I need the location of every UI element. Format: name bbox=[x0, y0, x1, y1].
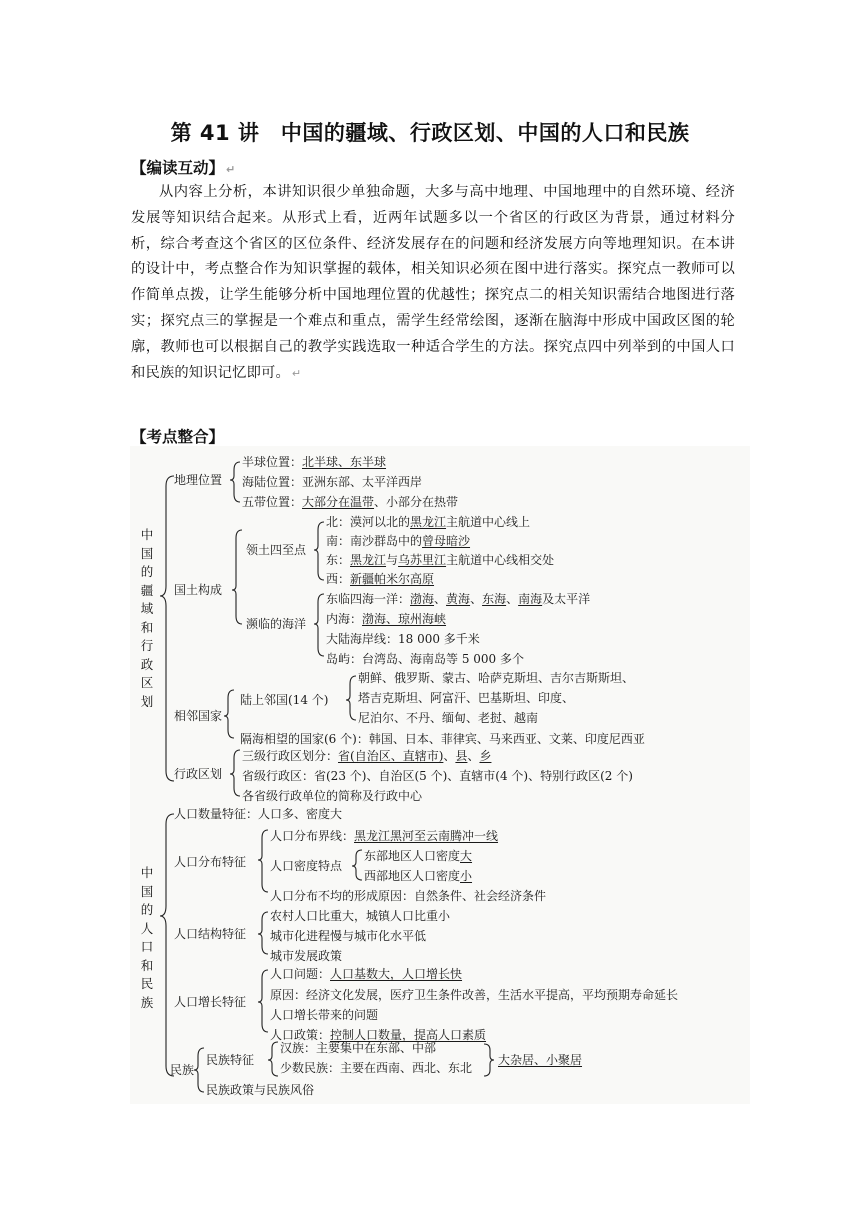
density-west-value: 小 bbox=[460, 869, 473, 883]
density-label: 人口密度特点 bbox=[270, 859, 343, 873]
zone-value: 大部分在温带 bbox=[302, 495, 375, 509]
ethnic-minority-row: 少数民族：主要在西南、西北、东北 bbox=[280, 1061, 473, 1075]
extreme-west-prefix: 西： bbox=[326, 572, 351, 586]
ocean-huanghai: 黄海 bbox=[446, 592, 471, 606]
land-neighbors-line2: 塔吉克斯坦、阿富汗、巴基斯坦、印度、 bbox=[358, 691, 575, 705]
admin-three-row bbox=[242, 748, 491, 764]
ethnic-policy-row: 民族政策与民族风俗 bbox=[206, 1083, 315, 1097]
density-east bbox=[364, 848, 472, 864]
structure-line3: 城市发展政策 bbox=[270, 949, 343, 963]
growth-problem-row bbox=[270, 966, 462, 982]
admin-three-town: 乡 bbox=[479, 749, 492, 763]
distribution-line-value: 黑龙江黑河至云南腾冲一线 bbox=[354, 829, 499, 843]
page-title: 第 41 讲 中国的疆域、行政区划、中国的人口和民族 bbox=[170, 121, 690, 145]
admin-three-province: 省(自治区、直辖市) bbox=[338, 749, 444, 763]
admin-three-sep: 、 bbox=[443, 749, 456, 763]
islands-row: 岛屿：台湾岛、海南岛等 5 000 多个 bbox=[326, 652, 524, 666]
extreme-east-mid: 与 bbox=[386, 553, 399, 567]
ocean-east-row bbox=[326, 591, 590, 607]
ethnic-mix: 大杂居、小聚居 bbox=[498, 1053, 583, 1067]
extreme-east-v1: 黑龙江 bbox=[350, 553, 387, 567]
land-neighbors-label: 陆上邻国(14 个) bbox=[240, 693, 329, 707]
intro-heading bbox=[131, 156, 235, 178]
structure-label: 人口结构特征 bbox=[174, 927, 247, 941]
growth-policy-value: 控制人口数量，提高人口素质 bbox=[330, 1028, 487, 1042]
growth-policy-prefix: 人口政策： bbox=[270, 1028, 331, 1042]
ocean-donghai: 东海 bbox=[482, 592, 507, 606]
hemisphere-row bbox=[242, 454, 386, 470]
part2-root: 中国的人口和民族 bbox=[140, 865, 154, 1010]
kaodian-heading: 【考点整合】 bbox=[131, 428, 225, 446]
location-label: 地理位置 bbox=[174, 473, 223, 487]
extreme-west bbox=[326, 571, 434, 587]
structure-line2: 城市化进程慢与城市化水平低 bbox=[270, 929, 427, 943]
structure-line1: 农村人口比重大，城镇人口比重小 bbox=[270, 909, 451, 923]
ocean-sep: 、 bbox=[470, 592, 483, 606]
extreme-east-prefix: 东： bbox=[326, 553, 351, 567]
part1-root: 中国的疆域和行政区划 bbox=[140, 527, 154, 709]
admin-abbrev-row: 各省级行政单位的简称及行政中心 bbox=[242, 789, 423, 803]
extreme-west-value: 新疆帕米尔高原 bbox=[350, 572, 435, 586]
growth-cause-row: 原因：经济文化发展，医疗卫生条件改善，生活水平提高，平均预期寿命延长 bbox=[270, 988, 679, 1002]
extreme-south-prefix: 南：南沙群岛中的 bbox=[326, 534, 423, 548]
admin-three-county: 县 bbox=[455, 749, 468, 763]
return-mark: ↵ bbox=[226, 163, 236, 176]
distribution-line-prefix: 人口分布界线： bbox=[270, 829, 355, 843]
extreme-north-prefix: 北：漠河以北的 bbox=[326, 515, 411, 529]
intro-heading-text: 【编读互动】 bbox=[131, 159, 225, 177]
intro-paragraph-text: 从内容上分析，本讲知识很少单独命题，大多与高中地理、中国地理中的自然环境、经济发展等知识结合起来。从形式上看，近两年试题多以一个省区的行政区为背景，通过材料分析，综合考查这个省区的区位条件、经济发展存在的问题和经济发展方向等地理知识。在本讲的设计中，考点整合作为知识掌握的载体，相关知识必须在图中进行落实。探究点一教师可以作简单点拨，让学生能够分析中国地理位置的优越性；探究点二的相关知识需结合地图进行落实；探究点三的掌握是一个难点和重点，需学生经常绘图，逐渐在脑海中形成中国政区图的轮廓，教师也可以根据自己的教学实践选取一种适合学生的方法。探究点四中列举到的中国人口和民族的知识记忆即可。 bbox=[131, 184, 735, 381]
inner-sea-row bbox=[326, 611, 446, 627]
sea-neighbors-row: 隔海相望的国家(6 个)：韩国、日本、菲律宾、马来西亚、文莱、印度尼西亚 bbox=[240, 732, 645, 746]
density-east-prefix: 东部地区人口密度 bbox=[364, 849, 461, 863]
hemisphere-prefix: 半球位置： bbox=[242, 455, 303, 469]
ocean-nanhai: 南海 bbox=[518, 592, 543, 606]
ocean-east-suffix: 及太平洋 bbox=[542, 592, 591, 606]
zone-prefix: 五带位置： bbox=[242, 495, 303, 509]
ocean-sep: 、 bbox=[506, 592, 519, 606]
landsea-row: 海陆位置：亚洲东部、太平洋西岸 bbox=[242, 475, 423, 489]
land-neighbors-line1: 朝鲜、俄罗斯、蒙古、哈萨克斯坦、吉尔吉斯斯坦、 bbox=[358, 671, 635, 685]
ethnic-label: 民族 bbox=[170, 1063, 195, 1077]
territory-label: 国土构成 bbox=[174, 583, 223, 597]
extremes-label: 领土四至点 bbox=[246, 543, 307, 557]
distribution-label: 人口分布特征 bbox=[174, 855, 247, 869]
land-neighbors-line3: 尼泊尔、不丹、缅甸、老挝、越南 bbox=[358, 711, 539, 725]
ethnic-han-row: 汉族：主要集中在东部、中部 bbox=[280, 1041, 437, 1055]
extreme-east-v2: 乌苏里江 bbox=[398, 553, 447, 567]
growth-issues-row: 人口增长带来的问题 bbox=[270, 1008, 379, 1022]
growth-problem-value: 人口基数大，人口增长快 bbox=[330, 967, 463, 981]
admin-three-prefix: 三级行政区划分： bbox=[242, 749, 339, 763]
ocean-sep: 、 bbox=[434, 592, 447, 606]
density-west bbox=[364, 868, 472, 884]
extreme-north-value: 黑龙江 bbox=[410, 515, 447, 529]
intro-paragraph bbox=[131, 180, 735, 386]
zone-suffix: 、小部分在热带 bbox=[374, 495, 459, 509]
growth-problem-prefix: 人口问题： bbox=[270, 967, 331, 981]
admin-provincial-row: 省级行政区：省(23 个)、自治区(5 个)、直辖市(4 个)、特别行政区(2 个) bbox=[242, 769, 633, 783]
concept-map bbox=[130, 446, 750, 1104]
ocean-label: 濒临的海洋 bbox=[246, 617, 307, 631]
ethnic-feature-label: 民族特征 bbox=[206, 1053, 255, 1067]
extreme-south bbox=[326, 533, 470, 549]
extreme-south-value: 曾母暗沙 bbox=[422, 534, 471, 548]
extreme-east bbox=[326, 552, 554, 568]
distribution-causes: 人口分布不均的形成原因：自然条件、社会经济条件 bbox=[270, 889, 547, 903]
admin-label: 行政区划 bbox=[174, 767, 223, 781]
hemisphere-value: 北半球、东半球 bbox=[302, 455, 387, 469]
neighbors-label: 相邻国家 bbox=[174, 709, 223, 723]
ocean-east-prefix: 东临四海一洋： bbox=[326, 592, 411, 606]
ocean-bohai: 渤海 bbox=[410, 592, 435, 606]
return-mark: ↵ bbox=[291, 366, 302, 380]
extreme-north-suffix: 主航道中心线上 bbox=[446, 515, 531, 529]
density-west-prefix: 西部地区人口密度 bbox=[364, 869, 461, 883]
growth-label: 人口增长特征 bbox=[174, 995, 247, 1009]
coastline-row: 大陆海岸线：18 000 多千米 bbox=[326, 632, 480, 646]
zone-row bbox=[242, 494, 458, 510]
admin-three-sep: 、 bbox=[467, 749, 480, 763]
extreme-north bbox=[326, 514, 530, 530]
extreme-east-suffix: 主航道中心线相交处 bbox=[446, 553, 555, 567]
inner-sea-value: 渤海、琼州海峡 bbox=[362, 612, 447, 626]
inner-sea-prefix: 内海： bbox=[326, 612, 363, 626]
distribution-line-row bbox=[270, 828, 498, 844]
population-quantity: 人口数量特征：人口多、密度大 bbox=[174, 807, 343, 821]
density-east-value: 大 bbox=[460, 849, 473, 863]
